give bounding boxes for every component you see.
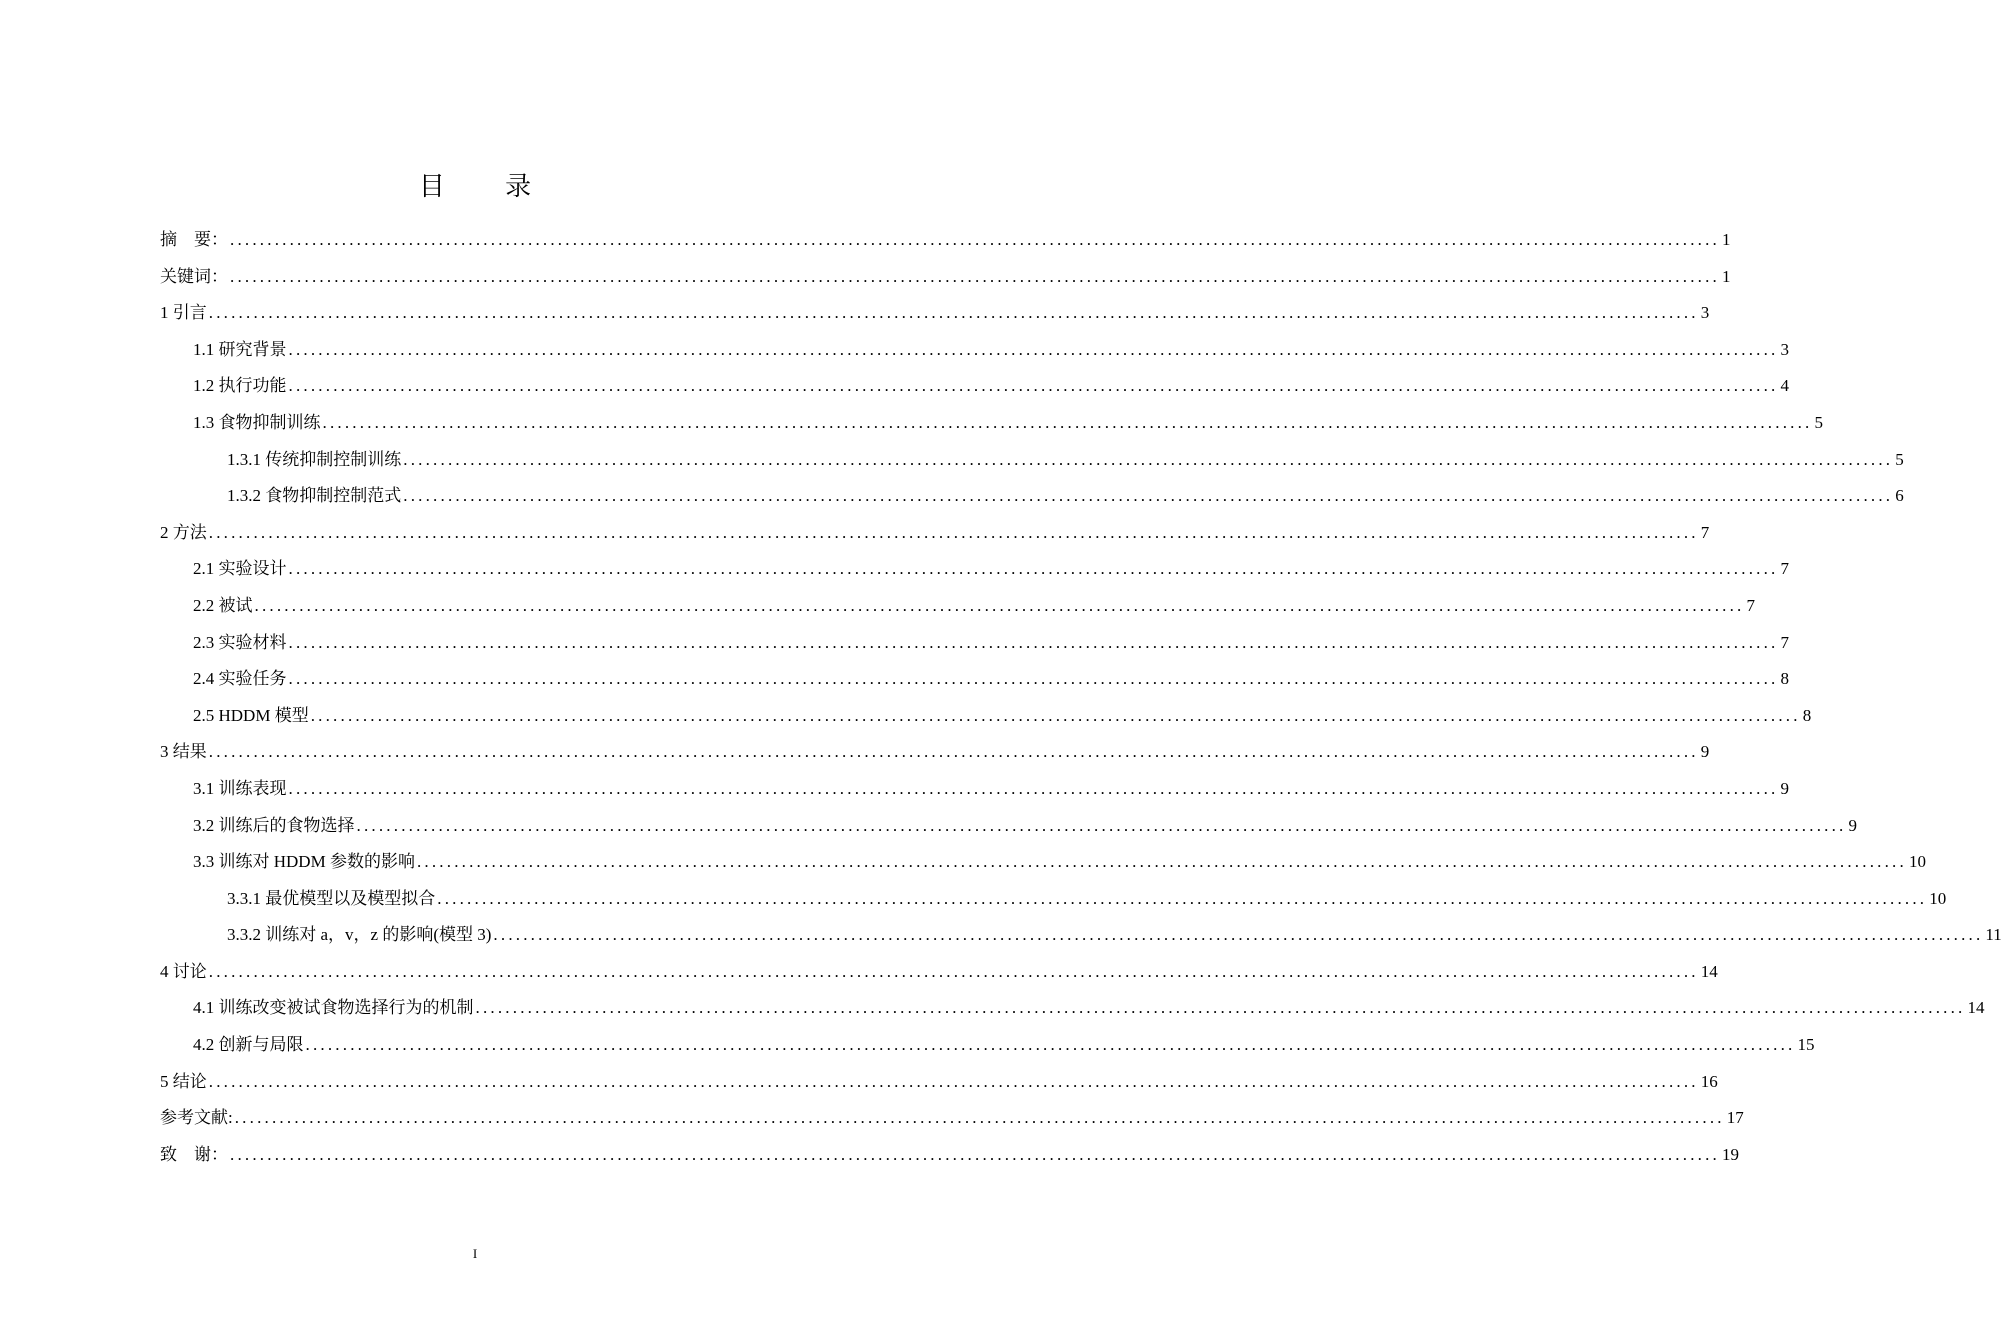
toc-entry[interactable] bbox=[160, 698, 1812, 735]
toc-entry-page: 7 bbox=[1746, 595, 1755, 615]
toc-entry-label: 1.1 研究背景 bbox=[193, 339, 287, 359]
toc-entry-page: 1 bbox=[1722, 266, 1731, 286]
toc-entry-page: 1 bbox=[1722, 230, 1731, 249]
toc-entry[interactable] bbox=[160, 1027, 1815, 1064]
toc-entry-label: 1.2 执行功能 bbox=[193, 376, 287, 396]
toc-dot-leader: ........................................................................................................................................................................................................ bbox=[230, 1144, 1720, 1164]
toc-entry-label: 摘 要： bbox=[160, 230, 228, 249]
toc-entry[interactable] bbox=[160, 844, 1926, 881]
toc-entry-page: 17 bbox=[1726, 1108, 1744, 1128]
toc-entry-page: 5 bbox=[1895, 449, 1904, 469]
toc-dot-leader: ........................................................................................................................................................................................................ bbox=[403, 449, 1894, 469]
toc-entry-page: 3 bbox=[1700, 303, 1710, 323]
toc-entry[interactable] bbox=[160, 917, 2002, 954]
toc-entry-label: 2.5 HDDM 模型 bbox=[193, 705, 309, 725]
toc-dot-leader: ........................................................................................................................................................................................................ bbox=[288, 669, 1779, 689]
toc-entry-label: 1.3 食物抑制训练 bbox=[193, 412, 321, 432]
toc-entry[interactable] bbox=[160, 954, 1718, 991]
toc-entry-label: 4.1 训练改变被试食物选择行为的机制 bbox=[193, 998, 474, 1018]
toc-dot-leader: ........................................................................................................................................................................................................ bbox=[288, 778, 1779, 798]
toc-entry[interactable] bbox=[160, 734, 1710, 771]
toc-entry[interactable] bbox=[160, 551, 1789, 588]
toc-entry-label: 3.3.2 训练对 a，v，z 的影响(模型 3) bbox=[227, 925, 492, 945]
toc-entry-label: 2.2 被试 bbox=[193, 595, 253, 615]
toc-entry[interactable] bbox=[160, 625, 1789, 662]
toc-dot-leader: ........................................................................................................................................................................................................ bbox=[208, 742, 1699, 762]
toc-entry-label: 关键词： bbox=[160, 266, 228, 286]
toc-entry-page: 8 bbox=[1802, 705, 1812, 725]
toc-entry[interactable] bbox=[160, 661, 1789, 698]
toc-entry-label: 参考文献: bbox=[160, 1108, 233, 1128]
toc-entry-label: 3.3 训练对 HDDM 参数的影响 bbox=[193, 852, 415, 872]
table-of-contents bbox=[160, 222, 2002, 1173]
toc-entry-page: 19 bbox=[1722, 1144, 1739, 1164]
toc-entry-page: 10 bbox=[1908, 852, 1926, 872]
toc-entry[interactable] bbox=[160, 771, 1789, 808]
page-number: I bbox=[472, 1246, 478, 1261]
toc-entry-label: 2.4 实验任务 bbox=[193, 669, 287, 689]
toc-dot-leader: ........................................................................................................................................................................................................ bbox=[322, 412, 1813, 432]
toc-entry-label: 3.3.1 最优模型以及模型拟合 bbox=[227, 888, 436, 908]
toc-entry-page: 10 bbox=[1929, 888, 1947, 908]
toc-entry[interactable] bbox=[160, 990, 1985, 1027]
toc-dot-leader: ........................................................................................................................................................................................................ bbox=[288, 339, 1779, 359]
toc-dot-leader: ........................................................................................................................................................................................................ bbox=[254, 595, 1745, 615]
toc-entry[interactable] bbox=[160, 442, 1904, 479]
toc-entry-page: 4 bbox=[1780, 376, 1789, 396]
toc-entry-page: 15 bbox=[1797, 1035, 1815, 1055]
toc-entry-label: 2.3 实验材料 bbox=[193, 632, 287, 652]
toc-entry-page: 7 bbox=[1780, 632, 1789, 652]
toc-dot-leader: ........................................................................................................................................................................................................ bbox=[475, 998, 1966, 1018]
toc-entry[interactable] bbox=[160, 1064, 1718, 1101]
toc-entry-label: 4.2 创新与局限 bbox=[193, 1035, 304, 1055]
toc-entry[interactable] bbox=[160, 1137, 1739, 1174]
toc-entry[interactable] bbox=[160, 881, 1947, 918]
toc-entry[interactable] bbox=[160, 405, 1823, 442]
toc-entry-label: 4 讨论 bbox=[160, 961, 207, 981]
toc-entry[interactable] bbox=[160, 332, 1789, 369]
toc-entry-page: 7 bbox=[1700, 522, 1710, 542]
toc-entry-label: 2 方法 bbox=[160, 522, 207, 542]
toc-entry[interactable] bbox=[160, 368, 1789, 405]
toc-dot-leader: ........................................................................................................................................................................................................ bbox=[230, 266, 1720, 286]
page-title: 目 录 bbox=[418, 172, 558, 202]
toc-dot-leader: ........................................................................................................................................................................................................ bbox=[208, 303, 1699, 323]
toc-entry-page: 14 bbox=[1700, 961, 1718, 981]
toc-entry-label: 3.1 训练表现 bbox=[193, 778, 287, 798]
toc-entry-page: 16 bbox=[1700, 1071, 1718, 1091]
toc-entry-page: 7 bbox=[1780, 559, 1789, 579]
toc-entry-page: 5 bbox=[1814, 412, 1823, 432]
toc-entry[interactable] bbox=[160, 808, 1857, 845]
toc-dot-leader: ........................................................................................................................................................................................................ bbox=[208, 961, 1699, 981]
toc-entry-label: 致 谢： bbox=[160, 1144, 228, 1164]
toc-entry-label: 1.3.2 食物抑制控制范式 bbox=[227, 486, 402, 506]
toc-dot-leader: ........................................................................................................................................................................................................ bbox=[310, 705, 1801, 725]
toc-entry[interactable] bbox=[160, 1100, 1744, 1137]
toc-dot-leader: ........................................................................................................................................................................................................ bbox=[493, 925, 1984, 945]
toc-entry[interactable] bbox=[160, 295, 1710, 332]
toc-entry-page: 8 bbox=[1780, 669, 1789, 689]
toc-entry-label: 3 结果 bbox=[160, 742, 207, 762]
toc-dot-leader: ........................................................................................................................................................................................................ bbox=[416, 852, 1907, 872]
toc-entry-label: 1 引言 bbox=[160, 303, 207, 323]
toc-dot-leader: ........................................................................................................................................................................................................ bbox=[234, 1108, 1725, 1128]
toc-entry[interactable] bbox=[160, 478, 1904, 515]
toc-entry-label: 1.3.1 传统抑制控制训练 bbox=[227, 449, 402, 469]
toc-dot-leader: ........................................................................................................................................................................................................ bbox=[403, 486, 1894, 506]
toc-entry-page: 9 bbox=[1700, 742, 1710, 762]
toc-dot-leader: ........................................................................................................................................................................................................ bbox=[208, 1071, 1699, 1091]
toc-dot-leader: ........................................................................................................................................................................................................ bbox=[288, 559, 1779, 579]
toc-entry-page: 11 bbox=[1985, 925, 2002, 945]
toc-entry[interactable] bbox=[160, 222, 1731, 259]
toc-entry-page: 9 bbox=[1848, 815, 1857, 835]
toc-entry-page: 14 bbox=[1967, 998, 1985, 1018]
toc-entry-label: 2.1 实验设计 bbox=[193, 559, 287, 579]
toc-entry-label: 3.2 训练后的食物选择 bbox=[193, 815, 355, 835]
toc-entry[interactable] bbox=[160, 259, 1731, 296]
toc-dot-leader: ........................................................................................................................................................................................................ bbox=[288, 632, 1779, 652]
toc-entry-label: 5 结论 bbox=[160, 1071, 207, 1091]
toc-dot-leader: ........................................................................................................................................................................................................ bbox=[230, 230, 1720, 249]
toc-dot-leader: ........................................................................................................................................................................................................ bbox=[208, 522, 1699, 542]
toc-entry-page: 3 bbox=[1780, 339, 1789, 359]
toc-dot-leader: ........................................................................................................................................................................................................ bbox=[437, 888, 1928, 908]
toc-entry-page: 6 bbox=[1895, 486, 1904, 506]
toc-entry[interactable] bbox=[160, 515, 1710, 552]
toc-dot-leader: ........................................................................................................................................................................................................ bbox=[356, 815, 1847, 835]
toc-entry[interactable] bbox=[160, 588, 1755, 625]
toc-dot-leader: ........................................................................................................................................................................................................ bbox=[288, 376, 1779, 396]
toc-entry-page: 9 bbox=[1780, 778, 1789, 798]
toc-dot-leader: ........................................................................................................................................................................................................ bbox=[305, 1035, 1796, 1055]
